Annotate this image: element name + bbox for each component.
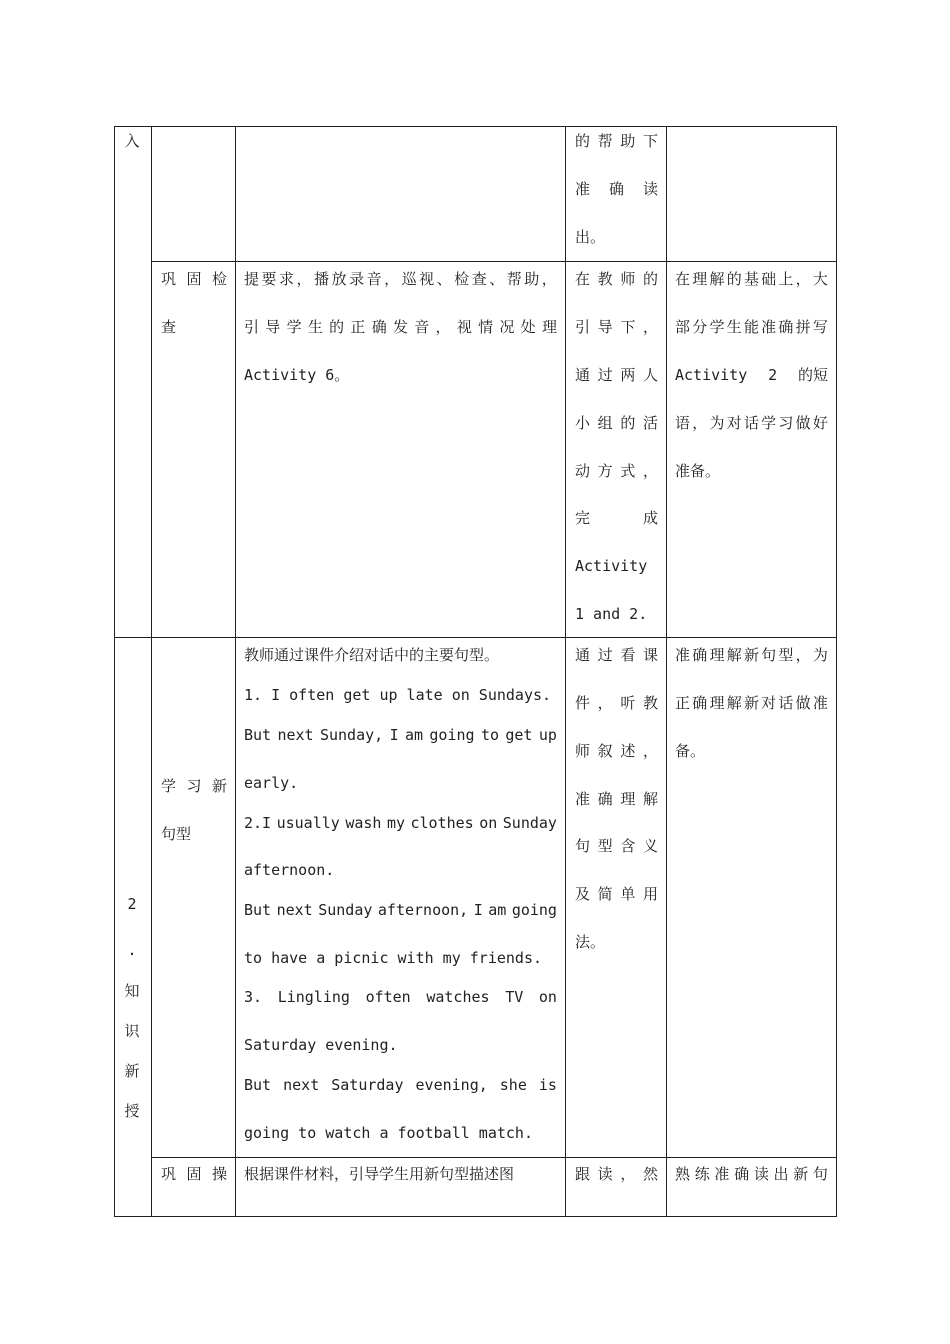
stage-char: .: [127, 941, 137, 959]
column-divider: [114, 126, 115, 1217]
table-border-bottom: [114, 1216, 837, 1217]
step-line: 巩 固 操: [161, 1165, 227, 1183]
student-line: 件 ， 听 教: [575, 694, 658, 712]
teacher-line: 3. Lingling often watches TV on: [244, 988, 557, 1006]
purpose-line: 部 分 学 生 能 准 确 拼 写: [675, 318, 828, 336]
table-border-top: [114, 126, 837, 127]
student-line: 跟 读 ， 然: [575, 1165, 658, 1183]
student-line: 准 确 理 解: [575, 790, 658, 808]
step-line: 查: [161, 318, 177, 336]
teacher-line: But next Sunday, I am going to get up: [244, 726, 557, 744]
teacher-line: But next Sunday afternoon, I am going: [244, 901, 557, 919]
step-line: 句型: [161, 825, 192, 843]
student-line: 句 型 含 义: [575, 837, 658, 855]
student-line: 及 简 单 用: [575, 885, 658, 903]
purpose-line: 语 ， 为 对 话 学 习 做 好: [675, 414, 828, 432]
purpose-line: 准备。: [675, 462, 721, 480]
teacher-line: 根据课件材料，引导学生用新句型描述图: [244, 1165, 515, 1183]
teacher-line: Saturday evening.: [244, 1036, 398, 1054]
teacher-line: afternoon.: [244, 861, 335, 879]
student-line: 1 and 2.: [575, 605, 648, 623]
stage-char: 授: [124, 1102, 140, 1120]
stage-char: 知: [124, 982, 140, 1000]
student-line: Activity: [575, 557, 648, 575]
purpose-line: 准 确 理 解 新 句 型 ， 为: [675, 646, 828, 664]
student-line: 动 方 式 ，: [575, 462, 658, 480]
student-line: 在 教 师 的: [575, 270, 658, 288]
teacher-line: 2.I usually wash my clothes on Sunday: [244, 814, 557, 832]
row-divider: [151, 261, 837, 262]
student-line: 引 导 下 ，: [575, 318, 658, 336]
stage-cell-text: 入: [124, 132, 140, 150]
stage-char: 2: [127, 895, 137, 913]
row-divider: [114, 637, 837, 638]
teacher-line: to have a picnic with my friends.: [244, 949, 543, 967]
purpose-line: 熟 练 准 确 读 出 新 句: [675, 1165, 828, 1183]
stage-char: 识: [124, 1022, 140, 1040]
teacher-line: 1. I often get up late on Sundays.: [244, 686, 552, 704]
column-divider: [565, 126, 566, 1217]
column-divider: [235, 126, 236, 1217]
teacher-line: Activity 6。: [244, 366, 350, 384]
purpose-line: Activity 2 的短: [675, 366, 828, 384]
student-line: 小 组 的 活: [575, 414, 658, 432]
purpose-line: 正 确 理 解 新 对 话 做 准: [675, 694, 828, 712]
stage-char: 新: [124, 1062, 140, 1080]
student-line: 的 帮 助 下: [575, 132, 658, 150]
purpose-line: 备。: [675, 742, 706, 760]
teacher-line: going to watch a football match.: [244, 1124, 533, 1142]
step-line: 学 习 新: [161, 777, 227, 795]
row-divider: [151, 1157, 837, 1158]
student-line: 完 成: [575, 509, 658, 527]
teacher-line: 教师通过课件介绍对话中的主要句型。: [244, 646, 500, 664]
teacher-line: 提 要 求 ， 播 放 录 音 ， 巡 视 、 检 查 、 帮 助 ，: [244, 270, 557, 288]
teacher-line: But next Saturday evening, she is: [244, 1076, 557, 1094]
purpose-line: 在 理 解 的 基 础 上 ， 大: [675, 270, 828, 288]
student-line: 出。: [575, 228, 606, 246]
student-line: 法。: [575, 933, 606, 951]
student-line: 通 过 看 课: [575, 646, 658, 664]
teacher-line: 引 导 学 生 的 正 确 发 音 ， 视 情 况 处 理: [244, 318, 557, 336]
student-line: 通 过 两 人: [575, 366, 658, 384]
teacher-line: early.: [244, 774, 299, 792]
column-divider: [836, 126, 837, 1217]
student-line: 准 确 读: [575, 180, 658, 198]
student-line: 师 叙 述 ，: [575, 742, 658, 760]
step-line: 巩 固 检: [161, 270, 227, 288]
column-divider: [666, 126, 667, 1217]
column-divider: [151, 126, 152, 1217]
